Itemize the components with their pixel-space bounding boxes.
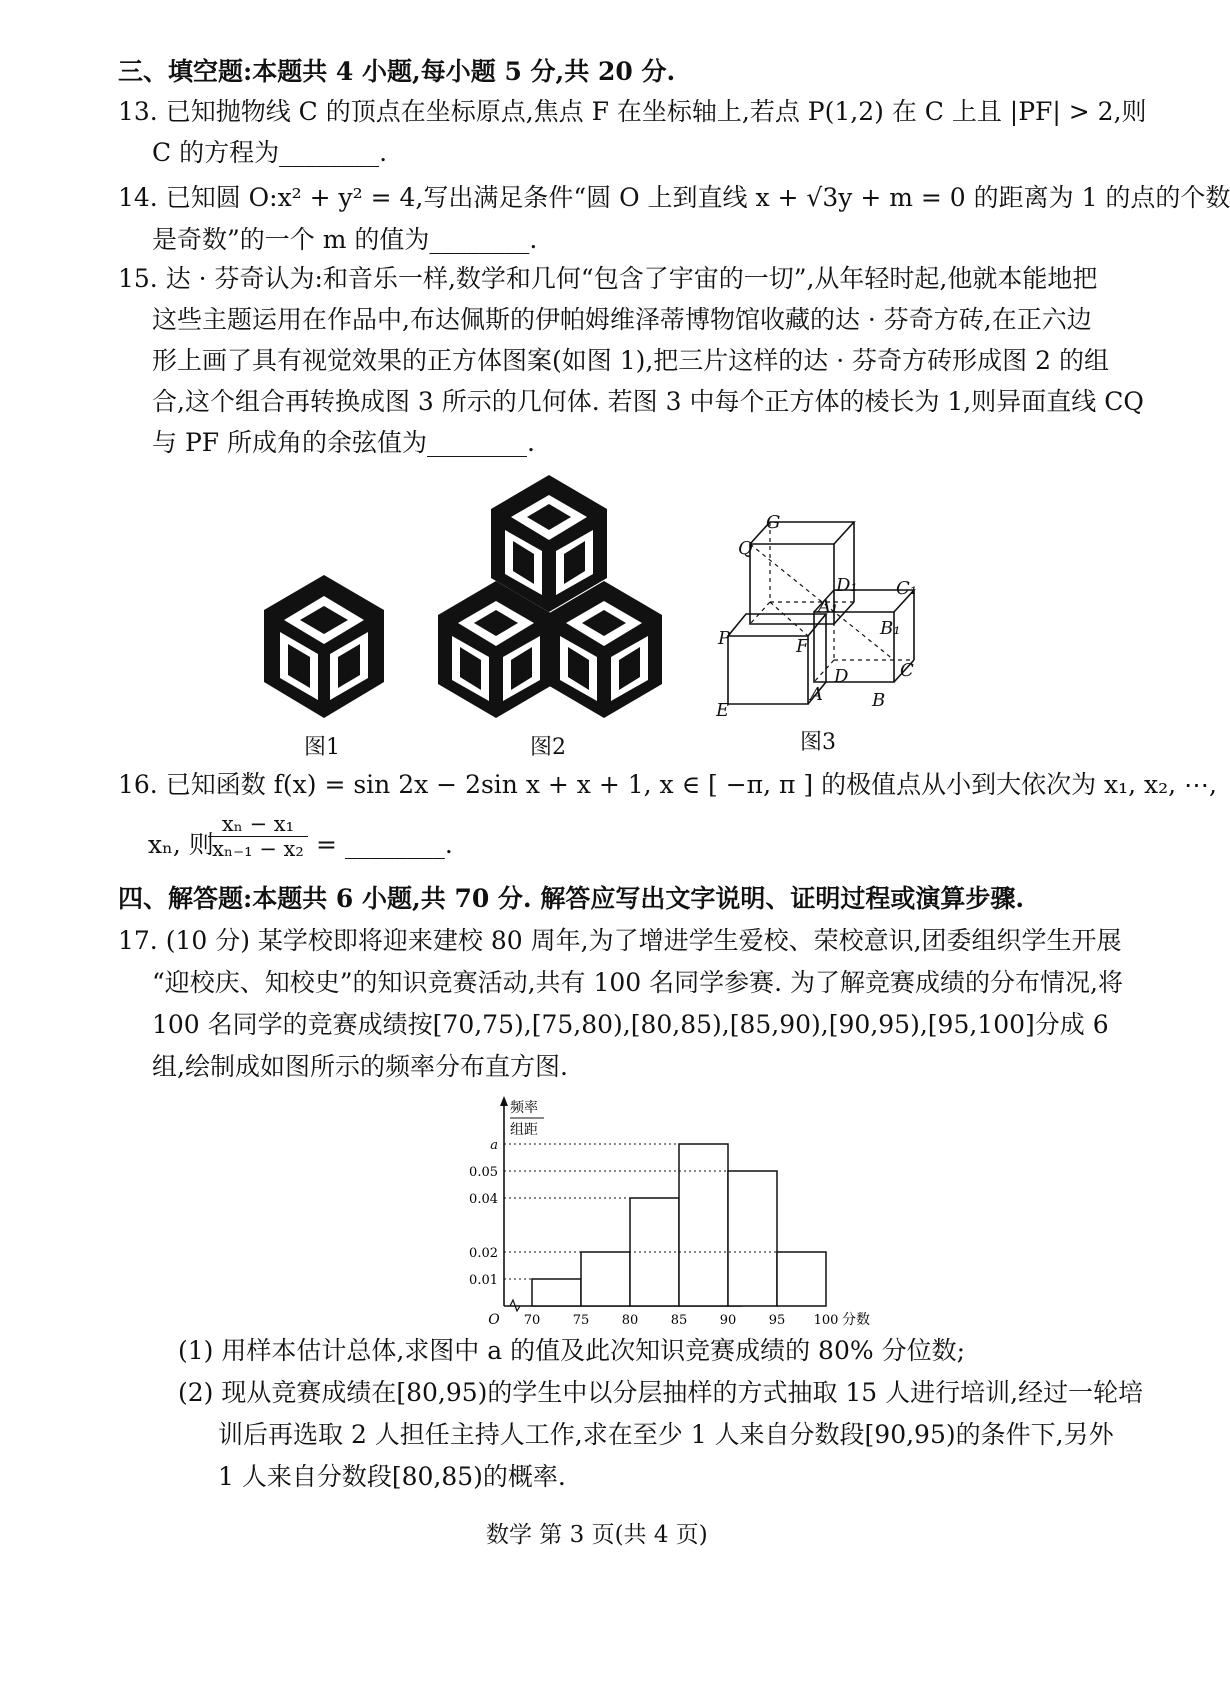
figure1-caption: 图1 (304, 735, 340, 760)
q16-xn: xₙ, 则 (148, 830, 214, 859)
q17-line3: 100 名同学的竞赛成绩按[70,75),[75,80),[80,85),[85,90),[90,95),[95,100]分成 6 (152, 1010, 1109, 1039)
figure3-point-label: Q (738, 538, 753, 559)
histogram-bar (581, 1252, 630, 1306)
y-tick-label: a (490, 1138, 498, 1153)
q16-equals: = ________. (316, 830, 453, 859)
q17-part2-line3: 1 人来自分数段[80,85)的概率. (218, 1462, 566, 1491)
x-tick-label: 100 (813, 1313, 839, 1328)
figure1-cube-tile (260, 572, 388, 722)
figure3-point-label: C (900, 660, 914, 681)
q17-line2: “迎校庆、知校史”的知识竞赛活动,共有 100 名同学参赛. 为了解竞赛成绩的分布情况,将 (152, 968, 1123, 997)
y-axis-label-bottom: 组距 (510, 1122, 538, 1138)
q17-part1: (1) 用样本估计总体,求图中 a 的值及此次知识竞赛成绩的 80% 分位数; (178, 1336, 965, 1365)
q17-part2-line2: 训后再选取 2 人担任主持人工作,求在至少 1 人来自分数段[90,95)的条件下,另外 (218, 1420, 1114, 1449)
q17-line1: 17. (10 分) 某学校即将迎来建校 80 周年,为了增进学生爱校、荣校意识,团委组织学生开展 (118, 926, 1122, 955)
section4-title: 四、解答题:本题共 6 小题,共 70 分. 解答应写出文字说明、证明过程或演算步骤. (118, 884, 1025, 913)
x-tick-label: 80 (621, 1313, 639, 1328)
figure3-point-label: B₁ (880, 618, 901, 639)
histogram-bar (679, 1144, 728, 1306)
q14-line2: 是奇数”的一个 m 的值为________. (152, 225, 538, 254)
q16-fraction (208, 812, 308, 861)
figure3-point-label: D (834, 666, 849, 687)
figure3-point-label: E (716, 700, 730, 721)
figure3-point-label: C₁ (896, 578, 917, 599)
figure3-point-label: F (796, 636, 809, 657)
q15-line2: 这些主题运用在作品中,布达佩斯的伊帕姆维泽蒂博物馆收藏的达 · 芬奇方砖,在正六边 (152, 305, 1092, 334)
figure2-caption: 图2 (530, 735, 566, 760)
x-tick-label: 90 (719, 1313, 737, 1328)
q15-line4: 合,这个组合再转换成图 3 所示的几何体. 若图 3 中每个正方体的棱长为 1,则异面直线 CQ (152, 387, 1144, 416)
q17-line4: 组,绘制成如图所示的频率分布直方图. (152, 1052, 568, 1081)
figure3-point-label: G (766, 512, 781, 533)
frequency-histogram (460, 1092, 870, 1328)
q13-line2: C 的方程为________. (152, 138, 388, 167)
figure3-point-label: B (872, 690, 886, 711)
section3-title: 三、填空题:本题共 4 小题,每小题 5 分,共 20 分. (118, 57, 676, 86)
q14-line1: 14. 已知圆 O:x² + y² = 4,写出满足条件“圆 O 上到直线 x + √3y + m = 0 的距离为 1 的点的个数 (118, 183, 1230, 212)
histogram-bar (728, 1171, 777, 1306)
q15-line1: 15. 达 · 芬奇认为:和音乐一样,数学和几何“包含了宇宙的一切”,从年轻时起,他就本能地把 (118, 264, 1098, 293)
y-tick-label: 0.02 (469, 1246, 498, 1261)
page-footer: 数学 第 3 页(共 4 页) (486, 1522, 708, 1548)
x-tick-label: 75 (572, 1313, 590, 1328)
x-tick-label: 85 (670, 1313, 688, 1328)
figure3-point-label: A (810, 684, 823, 705)
x-tick-label: 95 (768, 1313, 786, 1328)
q15-line3: 形上画了具有视觉效果的正方体图案(如图 1),把三片这样的达 · 芬奇方砖形成图 2 的组 (152, 346, 1109, 375)
figure3-caption: 图3 (800, 730, 836, 755)
histogram-bar (532, 1279, 581, 1306)
y-tick-label: 0.01 (469, 1273, 498, 1288)
q17-part2-line1: (2) 现从竞赛成绩在[80,95)的学生中以分层抽样的方式抽取 15 人进行培训,经过一轮培 (178, 1378, 1144, 1407)
q16-line1: 16. 已知函数 f(x) = sin 2x − 2sin x + x + 1, x ∈ [ −π, π ] 的极值点从小到大依次为 x₁, x₂, ⋯, (118, 770, 1218, 799)
figure3-point-label: D₁ (836, 575, 858, 596)
y-axis-label-top: 频率 (510, 1100, 538, 1116)
figure3-point-label: P (718, 628, 731, 649)
q13-line1: 13. 已知抛物线 C 的顶点在坐标原点,焦点 F 在坐标轴上,若点 P(1,2) 在 C 上且 |PF| > 2,则 (118, 97, 1147, 126)
figure3-point-label: A₁ (818, 596, 839, 617)
origin-label: O (488, 1312, 500, 1328)
y-tick-label: 0.05 (469, 1165, 498, 1180)
histogram-bar (777, 1252, 826, 1306)
q16-denominator: xₙ₋₁ − x₂ (212, 837, 304, 861)
y-axis-arrow (500, 1096, 508, 1106)
q15-line5: 与 PF 所成角的余弦值为________. (152, 428, 536, 457)
x-tick-label: 70 (523, 1313, 541, 1328)
x-axis-label: 分数 (842, 1312, 870, 1328)
q16-numerator: xₙ − x₁ (208, 812, 308, 837)
figure2-three-tiles (432, 472, 666, 722)
y-tick-label: 0.04 (469, 1192, 498, 1207)
